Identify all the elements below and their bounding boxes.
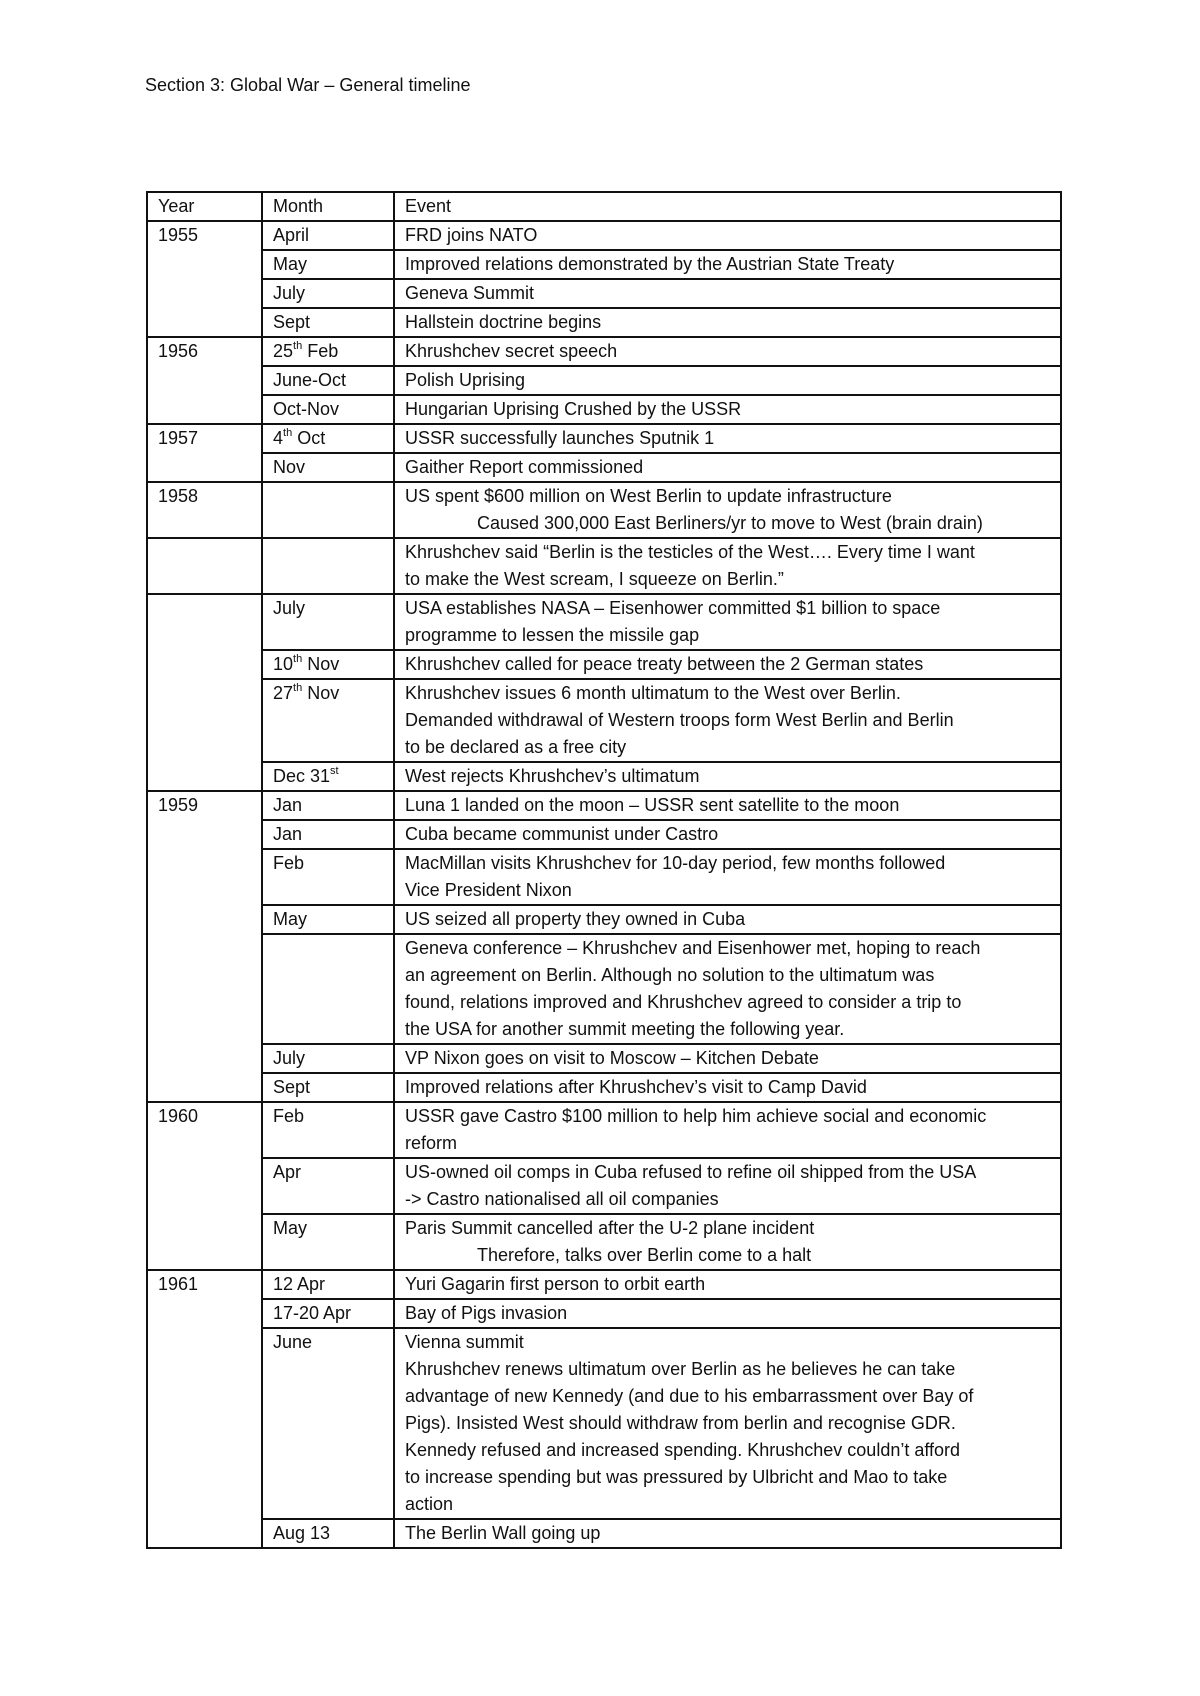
event-cell [394, 762, 1061, 791]
event-line: Khrushchev secret speech [405, 341, 618, 361]
month-cell [262, 395, 394, 424]
event-line: Gaither Report commissioned [405, 457, 644, 477]
event-line: USA establishes NASA – Eisenhower committed $1 billion to space [405, 598, 941, 618]
event-cell [394, 279, 1061, 308]
event-cell [394, 849, 1061, 905]
event-line: USSR gave Castro $100 million to help him achieve social and economic [405, 1106, 987, 1126]
year-cell: 1958 [147, 482, 262, 538]
year-cell [147, 594, 262, 791]
event-line: US seized all property they owned in Cuba [405, 909, 746, 929]
header-year: Year [147, 192, 262, 221]
table-row [147, 1214, 1061, 1270]
table-row [147, 1328, 1061, 1519]
month-text: Oct-Nov [273, 399, 340, 419]
document-title: Section 3: Global War – General timeline [145, 75, 471, 95]
year-cell [147, 538, 262, 594]
month-text: June [273, 1332, 313, 1352]
month-text: Nov [273, 457, 306, 477]
event-line: Pigs). Insisted West should withdraw from berlin and recognise GDR. [405, 1413, 956, 1433]
event-line: an agreement on Berlin. Although no solution to the ultimatum was [405, 965, 935, 985]
month-cell [262, 820, 394, 849]
table-row [147, 308, 1061, 337]
event-cell [394, 1328, 1061, 1519]
event-line: FRD joins NATO [405, 225, 538, 245]
event-line: Khrushchev issues 6 month ultimatum to the West over Berlin. [405, 683, 901, 703]
month-cell [262, 279, 394, 308]
month-text: Dec 31 [273, 766, 331, 786]
month-text: Feb [273, 853, 305, 873]
event-line: Cuba became communist under Castro [405, 824, 719, 844]
month-text: July [273, 283, 306, 303]
month-text: Feb [273, 1106, 305, 1126]
table-row [147, 482, 1061, 538]
month-ordinal-suffix: th [293, 653, 303, 665]
table-row [147, 1270, 1061, 1299]
event-cell [394, 337, 1061, 366]
month-text: July [273, 1048, 306, 1068]
event-line: action [405, 1494, 454, 1514]
event-line: Demanded withdrawal of Western troops form West Berlin and Berlin [405, 710, 954, 730]
month-text-after: Nov [302, 654, 340, 674]
month-text: 17-20 Apr [273, 1303, 352, 1323]
event-cell [394, 250, 1061, 279]
event-cell [394, 453, 1061, 482]
month-cell [262, 337, 394, 366]
month-cell [262, 934, 394, 1044]
year-cell: 1955 [147, 221, 262, 337]
event-cell [394, 934, 1061, 1044]
month-cell [262, 250, 394, 279]
month-text: Apr [273, 1162, 302, 1182]
month-cell [262, 1270, 394, 1299]
event-line: Khrushchev said “Berlin is the testicles of the West…. Every time I want [405, 542, 975, 562]
event-line: USSR successfully launches Sputnik 1 [405, 428, 715, 448]
month-text-after: Oct [292, 428, 326, 448]
event-line: Paris Summit cancelled after the U-2 plane incident [405, 1218, 815, 1238]
event-line: VP Nixon goes on visit to Moscow – Kitchen Debate [405, 1048, 819, 1068]
event-line: Geneva conference – Khrushchev and Eisenhower met, hoping to reach [405, 938, 981, 958]
table-row [147, 594, 1061, 650]
event-line: The Berlin Wall going up [405, 1523, 601, 1543]
month-text: May [273, 909, 308, 929]
month-text: April [273, 225, 310, 245]
event-cell [394, 905, 1061, 934]
event-line: Vice President Nixon [405, 880, 572, 900]
event-line: Khrushchev renews ultimatum over Berlin as he believes he can take [405, 1359, 956, 1379]
event-cell [394, 1270, 1061, 1299]
table-row [147, 1158, 1061, 1214]
month-text: May [273, 1218, 308, 1238]
event-cell [394, 1299, 1061, 1328]
month-text: Jan [273, 795, 303, 815]
month-text: 25 [273, 341, 294, 361]
event-cell [394, 482, 1061, 538]
table-row [147, 1102, 1061, 1158]
table-row [147, 1519, 1061, 1548]
month-cell [262, 1214, 394, 1270]
table-row [147, 650, 1061, 679]
month-cell [262, 762, 394, 791]
event-line: US spent $600 million on West Berlin to update infrastructure [405, 486, 892, 506]
table-row [147, 424, 1061, 453]
table-row [147, 820, 1061, 849]
event-line: the USA for another summit meeting the following year. [405, 1019, 845, 1039]
table-row [147, 1073, 1061, 1102]
event-line: Polish Uprising [405, 370, 526, 390]
table-row [147, 679, 1061, 762]
event-cell [394, 1519, 1061, 1548]
month-cell [262, 1073, 394, 1102]
table-row [147, 849, 1061, 905]
month-text: 10 [273, 654, 294, 674]
month-text: 27 [273, 683, 294, 703]
table-row [147, 762, 1061, 791]
header-month: Month [262, 192, 394, 221]
event-line: Kennedy refused and increased spending. Khrushchev couldn’t afford [405, 1440, 961, 1460]
month-cell [262, 791, 394, 820]
event-line: reform [405, 1133, 458, 1153]
event-line: Bay of Pigs invasion [405, 1303, 568, 1323]
month-cell [262, 1102, 394, 1158]
event-cell [394, 538, 1061, 594]
month-text: 12 Apr [273, 1274, 326, 1294]
month-text: July [273, 598, 306, 618]
event-line: Improved relations after Khrushchev’s visit to Camp David [405, 1077, 867, 1097]
event-line: MacMillan visits Khrushchev for 10-day period, few months followed [405, 853, 946, 873]
event-cell [394, 679, 1061, 762]
event-line: Yuri Gagarin first person to orbit earth [405, 1274, 706, 1294]
event-line: found, relations improved and Khrushchev agreed to consider a trip to [405, 992, 962, 1012]
event-cell [394, 308, 1061, 337]
month-cell [262, 366, 394, 395]
event-cell [394, 366, 1061, 395]
event-line: to increase spending but was pressured by Ulbricht and Mao to take [405, 1467, 948, 1487]
header-row [147, 192, 1061, 221]
event-line: Hungarian Uprising Crushed by the USSR [405, 399, 742, 419]
year-cell: 1961 [147, 1270, 262, 1548]
event-line: programme to lessen the missile gap [405, 625, 700, 645]
month-text: June-Oct [273, 370, 347, 390]
year-cell: 1956 [147, 337, 262, 424]
event-cell [394, 594, 1061, 650]
event-line: Vienna summit [405, 1332, 524, 1352]
year-cell: 1957 [147, 424, 262, 482]
month-cell [262, 424, 394, 453]
month-cell [262, 538, 394, 594]
table-row [147, 221, 1061, 250]
month-cell [262, 453, 394, 482]
table-row [147, 538, 1061, 594]
event-line: to make the West scream, I squeeze on Berlin.” [405, 569, 784, 589]
month-text: Aug 13 [273, 1523, 331, 1543]
month-text: May [273, 254, 308, 274]
month-cell [262, 1158, 394, 1214]
table-row [147, 1299, 1061, 1328]
event-cell [394, 1214, 1061, 1270]
month-cell [262, 905, 394, 934]
month-text-after: Feb [302, 341, 339, 361]
month-cell [262, 308, 394, 337]
event-cell [394, 791, 1061, 820]
event-line: Luna 1 landed on the moon – USSR sent satellite to the moon [405, 795, 900, 815]
month-cell [262, 679, 394, 762]
event-cell [394, 424, 1061, 453]
event-cell [394, 1044, 1061, 1073]
table-row [147, 337, 1061, 366]
event-cell [394, 1073, 1061, 1102]
event-line: Geneva Summit [405, 283, 535, 303]
month-text: Jan [273, 824, 303, 844]
event-line: to be declared as a free city [405, 737, 627, 757]
table-row [147, 366, 1061, 395]
event-cell [394, 395, 1061, 424]
month-text-after: Nov [302, 683, 340, 703]
event-line: Improved relations demonstrated by the Austrian State Treaty [405, 254, 895, 274]
table-row [147, 791, 1061, 820]
event-cell [394, 1102, 1061, 1158]
event-cell [394, 820, 1061, 849]
month-text: Sept [273, 312, 311, 332]
month-ordinal-suffix: th [293, 682, 303, 694]
event-line: US-owned oil comps in Cuba refused to refine oil shipped from the USA [405, 1162, 977, 1182]
month-cell [262, 221, 394, 250]
event-line: advantage of new Kennedy (and due to his embarrassment over Bay of [405, 1386, 974, 1406]
month-text: Sept [273, 1077, 311, 1097]
year-cell: 1959 [147, 791, 262, 1102]
table-row [147, 250, 1061, 279]
event-line: Hallstein doctrine begins [405, 312, 602, 332]
month-ordinal-suffix: th [283, 427, 293, 439]
event-cell [394, 650, 1061, 679]
event-line: -> Castro nationalised all oil companies [405, 1189, 719, 1209]
month-cell [262, 650, 394, 679]
event-line: Khrushchev called for peace treaty between the 2 German states [405, 654, 924, 674]
month-cell [262, 1328, 394, 1519]
month-cell [262, 1519, 394, 1548]
timeline-body [147, 192, 1061, 1548]
month-ordinal-suffix: th [293, 340, 303, 352]
table-row [147, 279, 1061, 308]
event-line: Caused 300,000 East Berliners/yr to move to West (brain drain) [477, 513, 983, 533]
month-text: 4 [273, 428, 284, 448]
month-cell [262, 594, 394, 650]
month-cell [262, 482, 394, 538]
month-cell [262, 1044, 394, 1073]
table-row [147, 1044, 1061, 1073]
table-row [147, 905, 1061, 934]
header-event: Event [394, 192, 1061, 221]
event-line: West rejects Khrushchev’s ultimatum [405, 766, 700, 786]
table-row [147, 934, 1061, 1044]
year-cell: 1960 [147, 1102, 262, 1270]
timeline-table [146, 191, 1062, 1549]
event-cell [394, 221, 1061, 250]
month-ordinal-suffix: st [330, 765, 339, 777]
table-row [147, 395, 1061, 424]
month-cell [262, 1299, 394, 1328]
event-cell [394, 1158, 1061, 1214]
table-row [147, 453, 1061, 482]
event-line: Therefore, talks over Berlin come to a halt [477, 1245, 812, 1265]
month-cell [262, 849, 394, 905]
